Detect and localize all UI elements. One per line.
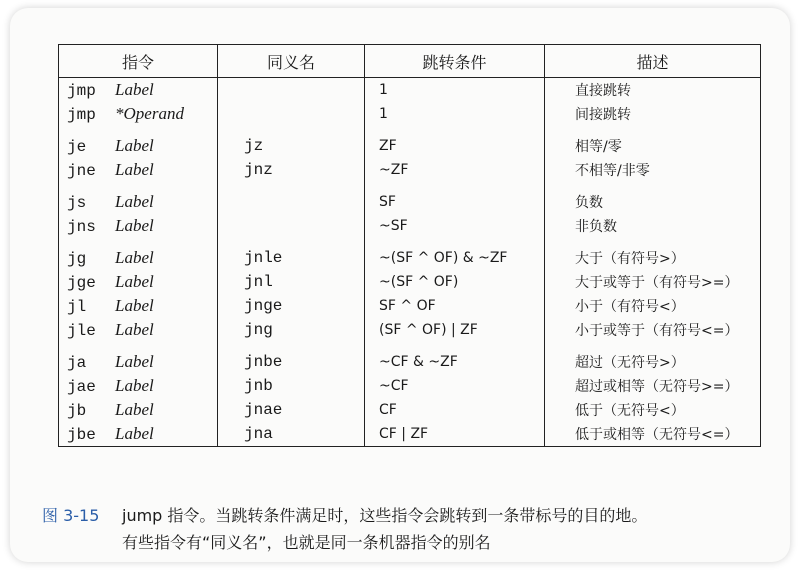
spacer-cell — [545, 342, 761, 350]
condition-cell: ~(SF ^ OF) & ~ZF — [365, 246, 545, 270]
description-cell: 大于或等于（有符号>=） — [545, 270, 761, 294]
table-row — [59, 374, 761, 398]
condition-cell: SF — [365, 190, 545, 214]
spacer-cell — [365, 126, 545, 134]
table-row — [59, 270, 761, 294]
synonym-cell: jnbe — [218, 350, 365, 374]
opcode: jg — [67, 250, 87, 268]
spacer-cell — [545, 126, 761, 134]
figure-card — [10, 8, 790, 562]
figure-label: 图 3-15 — [42, 506, 100, 525]
synonym-cell — [218, 214, 365, 238]
table-row — [59, 318, 761, 342]
synonym-cell: jz — [218, 134, 365, 158]
description-cell: 超过或相等（无符号>=） — [545, 374, 761, 398]
synonym-cell — [218, 78, 365, 103]
opcode: jne — [67, 162, 96, 180]
group-spacer — [59, 126, 761, 134]
table-row — [59, 214, 761, 238]
spacer-cell — [545, 238, 761, 246]
description-cell: 非负数 — [545, 214, 761, 238]
condition-cell: CF — [365, 398, 545, 422]
synonym-cell: jnl — [218, 270, 365, 294]
operand: Label — [115, 296, 154, 315]
instruction-cell — [59, 350, 218, 374]
operand: Label — [115, 376, 154, 395]
jump-instruction-table — [58, 44, 761, 447]
table-row — [59, 246, 761, 270]
table-row — [59, 158, 761, 182]
condition-cell: ~CF — [365, 374, 545, 398]
opcode: jl — [67, 298, 87, 316]
opcode: je — [67, 138, 87, 156]
opcode: jle — [67, 322, 96, 340]
description-cell: 大于（有符号>） — [545, 246, 761, 270]
synonym-cell: jna — [218, 422, 365, 447]
group-spacer — [59, 342, 761, 350]
condition-cell: ~SF — [365, 214, 545, 238]
spacer-cell — [545, 182, 761, 190]
operand: Label — [115, 160, 154, 179]
description-cell: 超过（无符号>） — [545, 350, 761, 374]
table-row — [59, 294, 761, 318]
description-cell: 不相等/非零 — [545, 158, 761, 182]
description-cell: 相等/零 — [545, 134, 761, 158]
description-cell: 小于或等于（有符号<=） — [545, 318, 761, 342]
instruction-cell — [59, 422, 218, 447]
header-description: 描述 — [545, 45, 761, 78]
synonym-cell: jnge — [218, 294, 365, 318]
operand: Label — [115, 80, 154, 99]
condition-cell: CF | ZF — [365, 422, 545, 447]
synonym-cell — [218, 190, 365, 214]
condition-cell: ~ZF — [365, 158, 545, 182]
instruction-cell — [59, 78, 218, 103]
condition-cell: ~(SF ^ OF) — [365, 270, 545, 294]
operand: *Operand — [115, 104, 184, 123]
description-cell: 低于或相等（无符号<=） — [545, 422, 761, 447]
synonym-cell: jnb — [218, 374, 365, 398]
opcode: js — [67, 194, 87, 212]
instruction-cell — [59, 158, 218, 182]
header-condition: 跳转条件 — [365, 45, 545, 78]
instruction-cell — [59, 102, 218, 126]
synonym-cell: jnle — [218, 246, 365, 270]
operand: Label — [115, 272, 154, 291]
table-row — [59, 350, 761, 374]
spacer-cell — [365, 342, 545, 350]
opcode: jge — [67, 274, 96, 292]
spacer-cell — [59, 126, 218, 134]
group-spacer — [59, 238, 761, 246]
opcode: jmp — [67, 82, 96, 100]
caption-line-1 — [42, 502, 782, 529]
spacer-cell — [59, 182, 218, 190]
operand: Label — [115, 400, 154, 419]
operand: Label — [115, 192, 154, 211]
table-row — [59, 190, 761, 214]
table-row — [59, 422, 761, 447]
opcode: jbe — [67, 426, 96, 444]
opcode: ja — [67, 354, 87, 372]
spacer-cell — [218, 126, 365, 134]
table-row — [59, 134, 761, 158]
instruction-cell — [59, 214, 218, 238]
table-row — [59, 102, 761, 126]
opcode: jmp — [67, 106, 96, 124]
caption-line-2: 有些指令有“同义名”，也就是同一条机器指令的别名 — [122, 533, 491, 552]
spacer-cell — [59, 342, 218, 350]
spacer-cell — [218, 182, 365, 190]
operand: Label — [115, 216, 154, 235]
table-body — [59, 78, 761, 447]
operand: Label — [115, 320, 154, 339]
header-instruction: 指令 — [59, 45, 218, 78]
instruction-cell — [59, 270, 218, 294]
operand: Label — [115, 248, 154, 267]
spacer-cell — [365, 182, 545, 190]
description-cell: 负数 — [545, 190, 761, 214]
synonym-cell — [218, 102, 365, 126]
spacer-cell — [59, 238, 218, 246]
table-header-row — [59, 45, 761, 78]
synonym-cell: jnae — [218, 398, 365, 422]
condition-cell: SF ^ OF — [365, 294, 545, 318]
figure-caption — [42, 502, 782, 556]
caption-text-1: jump 指令。当跳转条件满足时，这些指令会跳转到一条带标号的目的地。 — [122, 506, 648, 525]
group-spacer — [59, 182, 761, 190]
description-cell: 间接跳转 — [545, 102, 761, 126]
instruction-cell — [59, 294, 218, 318]
synonym-cell: jnz — [218, 158, 365, 182]
instruction-cell — [59, 374, 218, 398]
spacer-cell — [218, 342, 365, 350]
spacer-cell — [218, 238, 365, 246]
instruction-cell — [59, 190, 218, 214]
condition-cell: (SF ^ OF) | ZF — [365, 318, 545, 342]
instruction-cell — [59, 398, 218, 422]
operand: Label — [115, 352, 154, 371]
operand: Label — [115, 136, 154, 155]
condition-cell: 1 — [365, 102, 545, 126]
instruction-cell — [59, 318, 218, 342]
header-synonym: 同义名 — [218, 45, 365, 78]
synonym-cell: jng — [218, 318, 365, 342]
description-cell: 小于（有符号<） — [545, 294, 761, 318]
instruction-cell — [59, 134, 218, 158]
description-cell: 低于（无符号<） — [545, 398, 761, 422]
description-cell: 直接跳转 — [545, 78, 761, 103]
operand: Label — [115, 424, 154, 443]
condition-cell: ~CF & ~ZF — [365, 350, 545, 374]
spacer-cell — [365, 238, 545, 246]
opcode: jns — [67, 218, 96, 236]
condition-cell: 1 — [365, 78, 545, 103]
condition-cell: ZF — [365, 134, 545, 158]
table-row — [59, 398, 761, 422]
instruction-cell — [59, 246, 218, 270]
opcode: jae — [67, 378, 96, 396]
opcode: jb — [67, 402, 87, 420]
table-row — [59, 78, 761, 103]
